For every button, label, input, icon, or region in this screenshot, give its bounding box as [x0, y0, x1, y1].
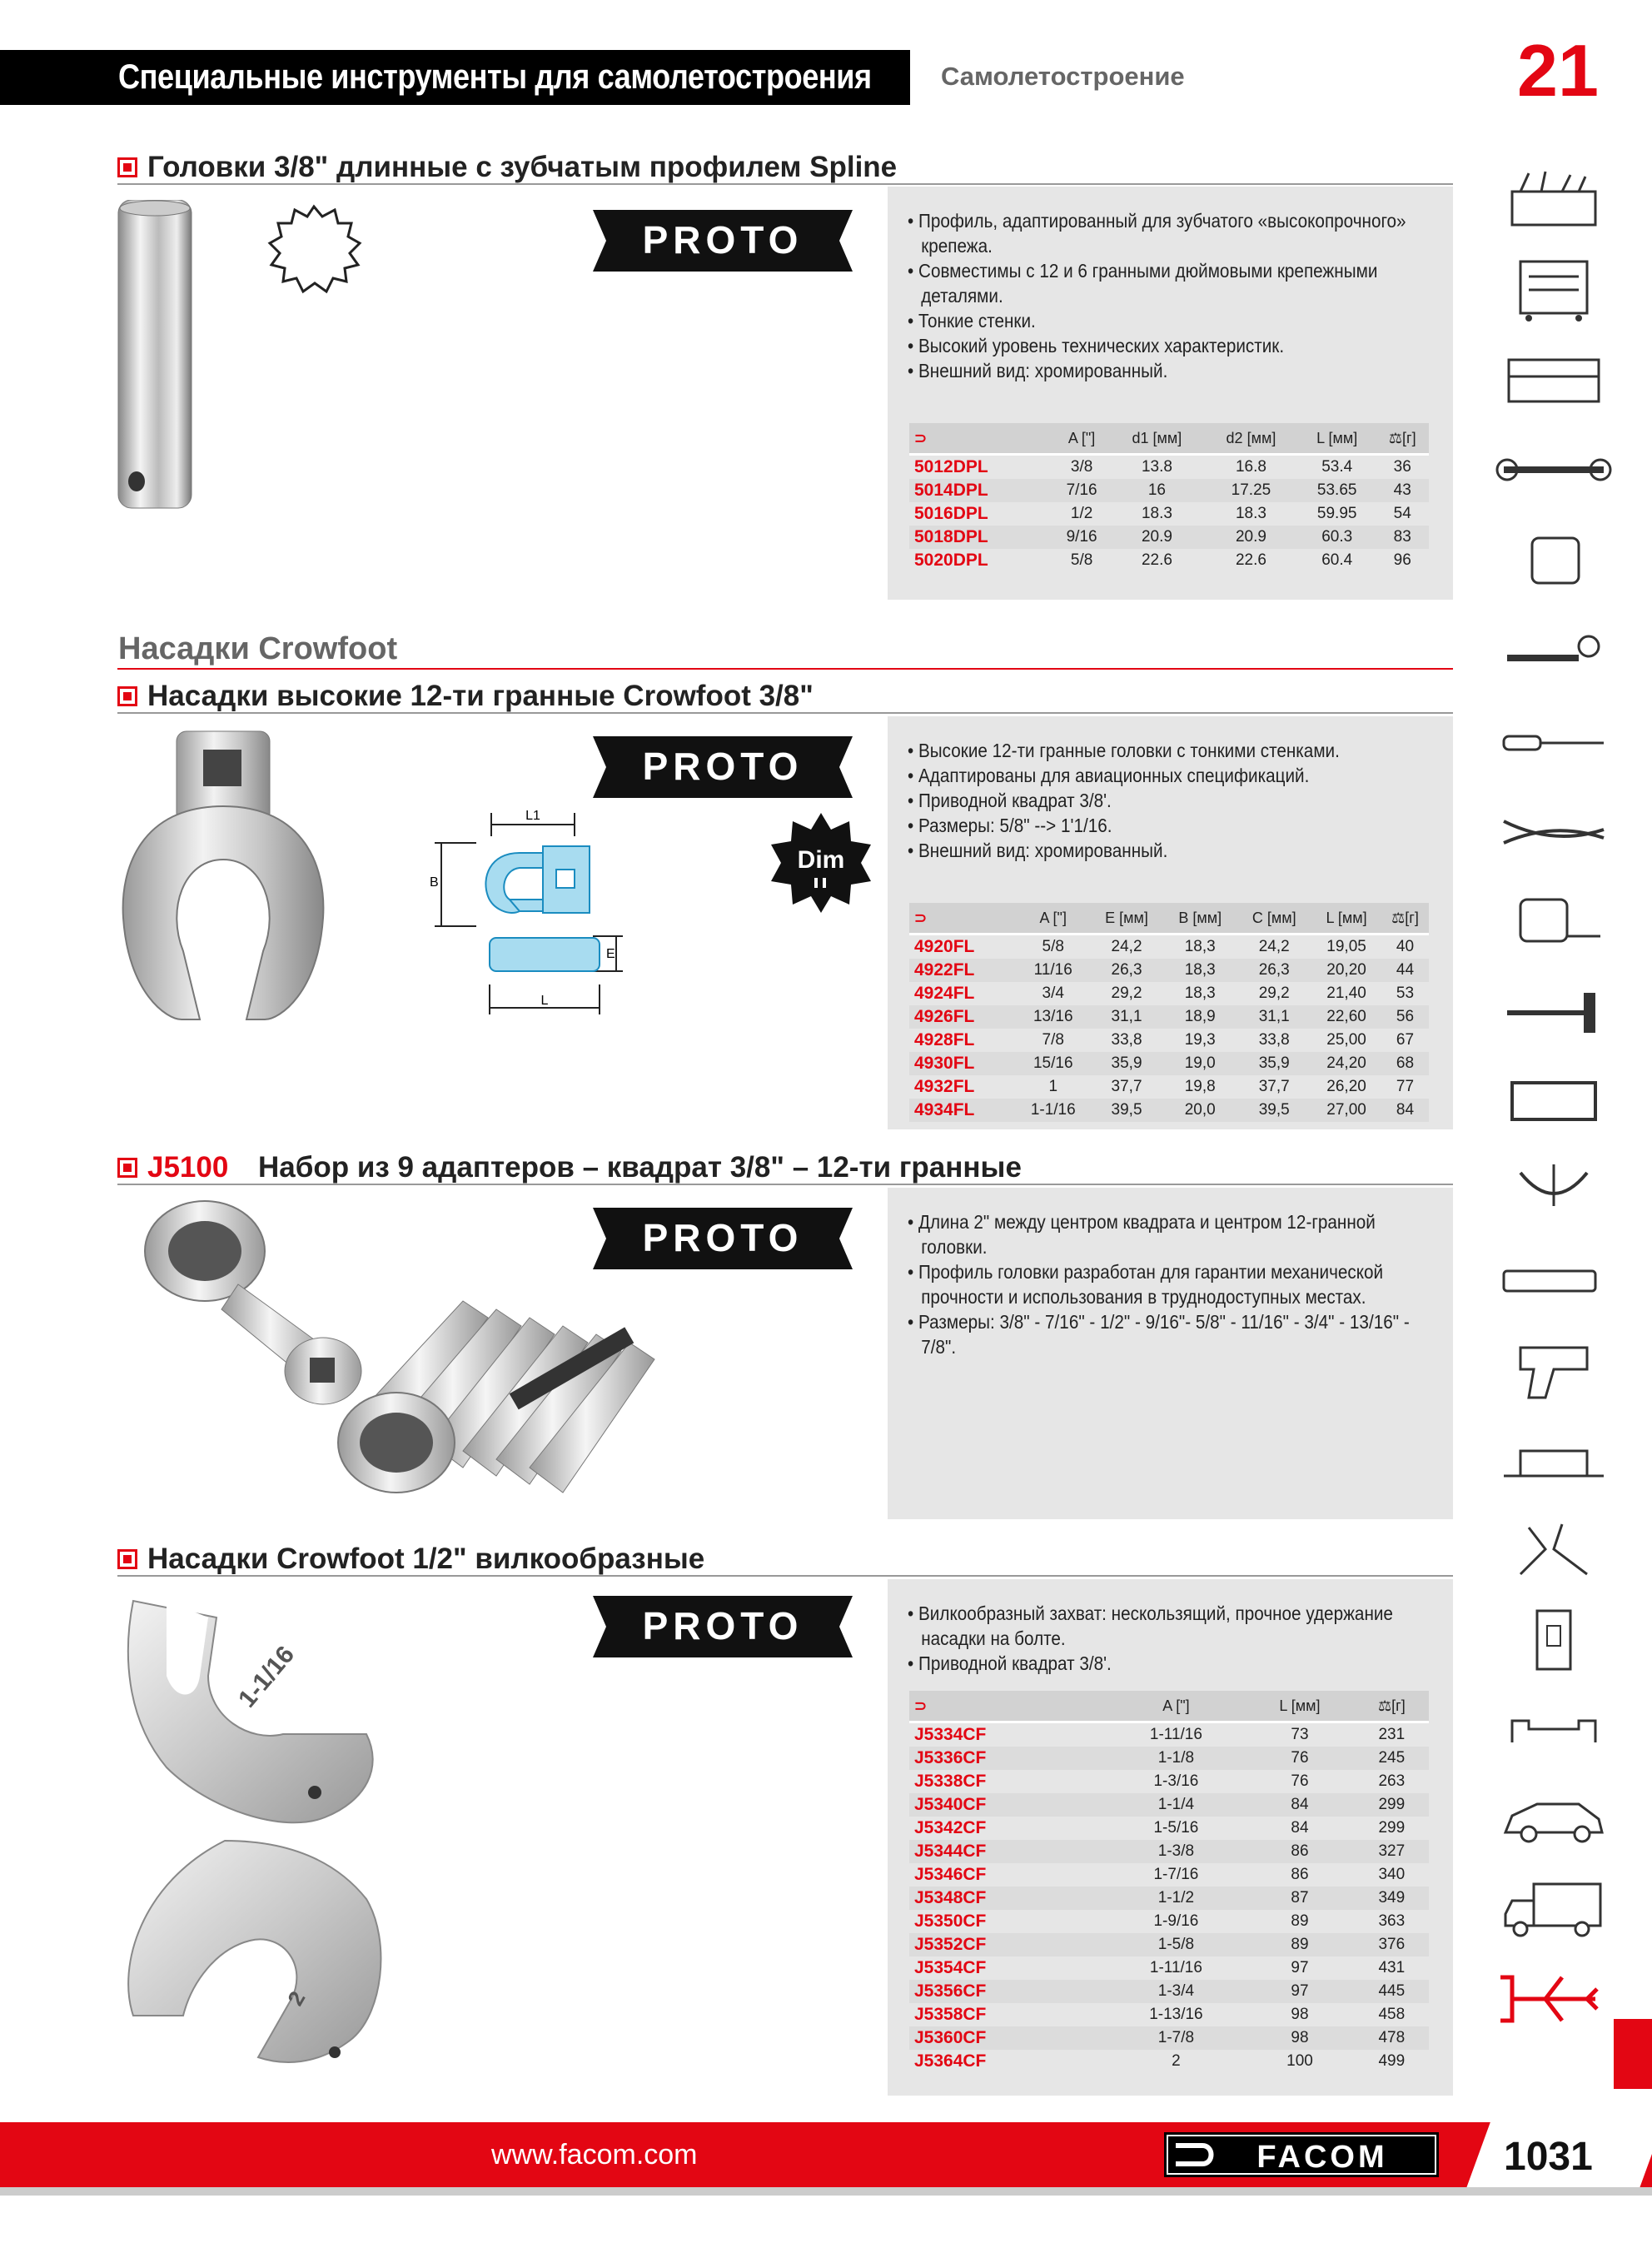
- bullet-item: • Тонкие стенки.: [908, 310, 1036, 331]
- bullet-item: • Приводной квадрат 3/8'.: [908, 1652, 1112, 1674]
- proto-logo: [593, 1596, 853, 1657]
- table-cell: 84: [1291, 1819, 1309, 1837]
- screwdriver-icon[interactable]: [1495, 706, 1612, 773]
- product-reference: J5364CF: [914, 2051, 987, 2071]
- table-cell: 1-7/8: [1107, 2026, 1246, 2050]
- table-cell: 20.9: [1204, 526, 1298, 549]
- crowfoot-half-bullets: [908, 1601, 1425, 1676]
- bullet-item: • Размеры: 5/8" --> 1'1/16.: [908, 815, 1112, 836]
- table-row: [909, 935, 1429, 960]
- table-cell: 56: [1381, 1005, 1429, 1029]
- safety-icon[interactable]: [1495, 1516, 1612, 1583]
- spline-socket-photo: [113, 200, 197, 513]
- table-cell: 67: [1396, 1031, 1415, 1049]
- table-cell: 87: [1245, 1887, 1354, 1910]
- table-cell: 26,3: [1090, 959, 1163, 982]
- active-category-marker: [1614, 2019, 1652, 2089]
- product-reference: 5020DPL: [914, 551, 988, 570]
- section-title-spline: Головки 3/8" длинные с зубчатым профилем Spline: [147, 151, 898, 183]
- table-cell: 1-3/16: [1153, 1772, 1199, 1790]
- table-cell: 18,3: [1184, 984, 1216, 1002]
- tool-chest-icon[interactable]: [1495, 346, 1612, 413]
- table-row: [909, 1099, 1429, 1122]
- bullet-item: • Вилкообразный захват: нескользящий, прочное удержание насадки на болте.: [908, 1602, 1393, 1649]
- bullet-item: • Высокие 12-ти гранные головки с тонкими стенками.: [908, 740, 1340, 761]
- product-reference: 4924FL: [914, 984, 975, 1003]
- product-reference: J5336CF: [909, 1747, 1107, 1770]
- table-row: [909, 1910, 1429, 1933]
- table-cell: 445: [1355, 1980, 1429, 2003]
- table-cell: 18,3: [1163, 959, 1237, 982]
- table-row: [909, 1747, 1429, 1770]
- bullet-item: • Внешний вид: хромированный.: [908, 360, 1168, 381]
- product-reference: J5334CF: [914, 1725, 987, 1744]
- bullet-item: • Профиль, адаптированный для зубчатого «высокопрочного» крепежа.: [908, 210, 1406, 257]
- weight-header: ⚖[г]: [1376, 423, 1429, 455]
- table-cell: 35,9: [1237, 1052, 1311, 1075]
- table-cell: 25,00: [1326, 1031, 1366, 1049]
- table-cell: 84: [1381, 1099, 1429, 1122]
- section-divider: [117, 1184, 1453, 1185]
- section-title-j5100: Набор из 9 адаптеров – квадрат 3/8" – 12-ти гранные: [258, 1151, 1022, 1184]
- table-cell: 1-1/16: [1017, 1099, 1090, 1122]
- table-cell: 53.65: [1298, 479, 1376, 502]
- vise-icon[interactable]: [1495, 1426, 1612, 1493]
- column-header: L [мм]: [1245, 1691, 1354, 1722]
- product-reference: J5340CF: [909, 1793, 1107, 1817]
- chapter-number: 21: [1517, 29, 1599, 112]
- table-cell: 76: [1291, 1772, 1309, 1790]
- table-cell: 83: [1376, 526, 1429, 549]
- svg-text:PROTO: PROTO: [642, 1216, 804, 1259]
- table-cell: 60.3: [1298, 526, 1376, 549]
- product-reference: 4932FL: [914, 1077, 975, 1096]
- table-cell: 18.3: [1235, 505, 1266, 522]
- table-cell: 73: [1291, 1726, 1309, 1743]
- table-cell: 3/8: [1070, 458, 1093, 476]
- table-cell: 15/16: [1017, 1052, 1090, 1075]
- product-reference: J5346CF: [914, 1865, 987, 1884]
- table-row: [909, 1770, 1429, 1793]
- bullet-item: • Высокий уровень технических характеристик.: [908, 335, 1285, 356]
- table-row: [909, 1052, 1429, 1075]
- table-cell: 19,8: [1184, 1078, 1216, 1095]
- table-cell: 5/8: [1042, 938, 1064, 955]
- product-reference: 4934FL: [909, 1099, 1017, 1122]
- column-header: L [мм]: [1311, 903, 1381, 935]
- diagram-label-e: E: [606, 947, 615, 961]
- table-cell: 327: [1355, 1840, 1429, 1863]
- truck-icon[interactable]: [1495, 1876, 1612, 1942]
- table-cell: 2: [1172, 2052, 1181, 2070]
- table-cell: 26,20: [1326, 1078, 1366, 1095]
- table-cell: 1-7/16: [1153, 1866, 1199, 1883]
- product-reference: J5344CF: [909, 1840, 1107, 1863]
- product-reference: 5018DPL: [909, 526, 1053, 549]
- table-cell: 363: [1378, 1912, 1406, 1930]
- table-row: [909, 1980, 1429, 2003]
- table-cell: 5/8: [1070, 551, 1093, 569]
- table-cell: 89: [1245, 1933, 1354, 1956]
- table-cell: 349: [1355, 1887, 1429, 1910]
- reference-icon: ⊃: [909, 423, 1053, 455]
- table-cell: 44: [1381, 959, 1429, 982]
- table-cell: 37,7: [1111, 1078, 1142, 1095]
- table-cell: 19,05: [1326, 938, 1366, 955]
- table-cell: 22,60: [1311, 1005, 1381, 1029]
- pliers-icon[interactable]: [1495, 796, 1612, 863]
- table-cell: 29,2: [1111, 984, 1142, 1002]
- bullet-item: • Совместимы с 12 и 6 гранными дюймовыми крепежными деталями.: [908, 260, 1378, 307]
- diagram-label-b: B: [430, 875, 439, 890]
- product-reference: J5358CF: [914, 2005, 987, 2024]
- table-cell: 1-3/8: [1107, 1840, 1246, 1863]
- cable-icon[interactable]: [1495, 1696, 1612, 1762]
- table-cell: 1-5/16: [1153, 1819, 1199, 1837]
- toolbox-icon[interactable]: [1495, 167, 1612, 233]
- table-cell: 31,1: [1237, 1005, 1311, 1029]
- table-cell: 26,3: [1237, 959, 1311, 982]
- footer-underline: [0, 2187, 1652, 2196]
- spline-spec-table: [909, 423, 1429, 572]
- table-cell: 19,3: [1184, 1031, 1216, 1049]
- table-cell: 24,20: [1311, 1052, 1381, 1075]
- table-cell: 1-11/16: [1149, 1726, 1202, 1743]
- table-cell: 86: [1245, 1840, 1354, 1863]
- bullet-item: • Размеры: 3/8" - 7/16" - 1/2" - 9/16"- 5/8" - 11/16" - 3/4" - 13/16" - 7/8".: [908, 1311, 1410, 1358]
- section-name: Самолетостроение: [941, 62, 1185, 91]
- table-cell: 263: [1378, 1772, 1406, 1790]
- table-row: [909, 1933, 1429, 1956]
- table-row: [909, 455, 1429, 480]
- airplane-icon[interactable]: [1495, 1966, 1612, 2032]
- table-cell: 20.9: [1110, 526, 1204, 549]
- tape-measure-icon[interactable]: [1495, 886, 1612, 953]
- table-cell: 76: [1245, 1747, 1354, 1770]
- table-row: [909, 1029, 1429, 1052]
- table-cell: 35,9: [1090, 1052, 1163, 1075]
- reference-icon: ⊃: [909, 1691, 1107, 1722]
- product-reference: J5338CF: [914, 1772, 987, 1791]
- table-row: [909, 1005, 1429, 1029]
- table-cell: 18.3: [1141, 505, 1172, 522]
- svg-text:PROTO: PROTO: [642, 218, 804, 262]
- scale-icon: ⚖: [1391, 909, 1406, 926]
- table-row: [909, 1956, 1429, 1980]
- section-title-crowfoot-half: Насадки Crowfoot 1/2" вилкообразные: [147, 1543, 705, 1575]
- bullet-item: • Адаптированы для авиационных спецификаций.: [908, 765, 1310, 786]
- section-bullet-icon: [117, 157, 137, 177]
- diagram-label-l: L: [540, 994, 549, 1008]
- svg-text:FACOM: FACOM: [1256, 2140, 1388, 2175]
- table-cell: 27,00: [1311, 1099, 1381, 1122]
- scale-icon: ⚖: [1388, 429, 1402, 446]
- product-reference: J5356CF: [909, 1980, 1107, 2003]
- svg-text:2: 2: [282, 1986, 311, 2010]
- table-cell: 43: [1376, 479, 1429, 502]
- section-divider: [117, 712, 1453, 714]
- table-cell: 1-11/16: [1149, 1959, 1202, 1976]
- j5100-bullets: [908, 1209, 1425, 1359]
- section-divider: [117, 1575, 1453, 1577]
- column-header: d1 [мм]: [1110, 423, 1204, 455]
- table-cell: 97: [1291, 1959, 1309, 1976]
- crowfoot-high-bullets: [908, 738, 1425, 863]
- table-cell: 19,0: [1163, 1052, 1237, 1075]
- hammer-icon[interactable]: [1495, 976, 1612, 1043]
- svg-text:Dim: Dim: [797, 846, 845, 874]
- table-cell: 499: [1378, 2052, 1406, 2070]
- crowfoot-dimension-diagram: [426, 800, 626, 1016]
- table-cell: 231: [1378, 1726, 1406, 1743]
- socket-icon[interactable]: [1495, 526, 1612, 593]
- spline-bullets: [908, 208, 1425, 383]
- proto-logo: [593, 736, 853, 798]
- column-header: d2 [мм]: [1204, 423, 1298, 455]
- crowfoot-half-spec-table: [909, 1691, 1429, 2073]
- table-cell: 299: [1355, 1793, 1429, 1817]
- table-row: [909, 1817, 1429, 1840]
- product-reference: J5354CF: [914, 1958, 987, 1977]
- table-cell: 1-1/2: [1107, 1887, 1246, 1910]
- table-cell: 77: [1396, 1078, 1415, 1095]
- dim-badge-icon: [769, 811, 873, 915]
- table-cell: 98: [1245, 2026, 1354, 2050]
- hacksaw-icon[interactable]: [1495, 1066, 1612, 1133]
- weight-header: ⚖[г]: [1381, 903, 1429, 935]
- table-row: [909, 526, 1429, 549]
- product-reference: 4920FL: [914, 937, 975, 956]
- table-cell: 13.8: [1141, 458, 1172, 476]
- table-row: [909, 2003, 1429, 2026]
- bullet-item: • Длина 2" между центром квадрата и центром 12-гранной головки.: [908, 1211, 1376, 1258]
- diagram-label-l1: L1: [525, 809, 540, 823]
- table-row: [909, 1075, 1429, 1099]
- table-cell: 100: [1286, 2052, 1313, 2070]
- table-cell: 458: [1378, 2006, 1406, 2023]
- bullet-item: • Приводной квадрат 3/8'.: [908, 790, 1112, 811]
- section-bullet-icon: [117, 1158, 137, 1178]
- table-cell: 53: [1396, 984, 1415, 1002]
- product-reference: 4922FL: [909, 959, 1017, 982]
- table-cell: 54: [1393, 505, 1411, 522]
- proto-logo: [593, 1208, 853, 1269]
- crowfoot-high-photo: [117, 726, 333, 1026]
- product-reference: J5342CF: [914, 1818, 987, 1837]
- table-cell: 245: [1355, 1747, 1429, 1770]
- table-cell: 1: [1048, 1078, 1058, 1095]
- column-header: A ["]: [1053, 423, 1110, 455]
- table-cell: 376: [1355, 1933, 1429, 1956]
- car-icon[interactable]: [1495, 1786, 1612, 1852]
- product-reference: J5348CF: [909, 1887, 1107, 1910]
- table-cell: 89: [1291, 1912, 1309, 1930]
- table-cell: 7/16: [1053, 479, 1110, 502]
- table-cell: 33,8: [1111, 1031, 1142, 1049]
- table-cell: 18,3: [1184, 938, 1216, 955]
- table-row: [909, 1887, 1429, 1910]
- table-cell: 22.6: [1141, 551, 1172, 569]
- table-row: [909, 549, 1429, 572]
- table-cell: 36: [1393, 458, 1411, 476]
- table-cell: 431: [1378, 1959, 1406, 1976]
- page-number: 1031: [1504, 2135, 1593, 2179]
- table-cell: 68: [1381, 1052, 1429, 1075]
- table-row: [909, 2026, 1429, 2050]
- table-cell: 59.95: [1316, 505, 1357, 522]
- table-cell: 24,2: [1258, 938, 1290, 955]
- product-reference: 5016DPL: [914, 504, 988, 523]
- table-cell: 9/16: [1053, 526, 1110, 549]
- table-row: [909, 959, 1429, 982]
- impact-wrench-icon[interactable]: [1495, 1336, 1612, 1403]
- column-header: A ["]: [1017, 903, 1090, 935]
- section-bullet-icon: [117, 686, 137, 706]
- ratchet-icon[interactable]: [1495, 616, 1612, 683]
- table-cell: 13/16: [1017, 1005, 1090, 1029]
- table-cell: 1-5/8: [1107, 1933, 1246, 1956]
- table-cell: 20,20: [1311, 959, 1381, 982]
- crowfoot-half-photo-1: [117, 1584, 391, 1834]
- electrical-icon[interactable]: [1495, 1606, 1612, 1672]
- table-cell: 3/4: [1042, 984, 1064, 1002]
- group-divider: [117, 668, 1453, 670]
- svg-text:1-1/16: 1-1/16: [233, 1641, 301, 1713]
- table-cell: 20,0: [1163, 1099, 1237, 1122]
- table-row: [909, 1840, 1429, 1863]
- table-cell: 40: [1396, 938, 1415, 955]
- puller-icon[interactable]: [1495, 1156, 1612, 1223]
- tool-trolley-icon[interactable]: [1495, 257, 1612, 323]
- column-header: C [мм]: [1237, 903, 1311, 935]
- table-cell: 84: [1245, 1793, 1354, 1817]
- table-cell: 98: [1291, 2006, 1309, 2023]
- table-row: [909, 1793, 1429, 1817]
- bullet-item: • Профиль головки разработан для гарантии механической прочности и использования в труднодоступных местах.: [908, 1261, 1384, 1308]
- tester-icon[interactable]: [1495, 1246, 1612, 1313]
- table-cell: 21,40: [1326, 984, 1366, 1002]
- scale-icon: ⚖: [1377, 1697, 1392, 1714]
- table-cell: 299: [1378, 1819, 1406, 1837]
- section-bullet-icon: [117, 1549, 137, 1569]
- column-header: B [мм]: [1163, 903, 1237, 935]
- spline-profile-icon: [260, 200, 368, 300]
- product-reference: 5014DPL: [909, 479, 1053, 502]
- table-cell: 31,1: [1090, 1005, 1163, 1029]
- footer-url[interactable]: www.facom.com: [491, 2139, 698, 2171]
- table-row: [909, 982, 1429, 1005]
- table-cell: 17.25: [1204, 479, 1298, 502]
- column-header: E [мм]: [1090, 903, 1163, 935]
- table-row: [909, 1722, 1429, 1747]
- set-reference: J5100: [147, 1151, 229, 1184]
- table-cell: 29,2: [1258, 984, 1290, 1002]
- section-title-crowfoot-high: Насадки высокие 12-ти гранные Crowfoot 3/8": [147, 680, 814, 712]
- table-cell: 1-1/4: [1107, 1793, 1246, 1817]
- wrench-icon[interactable]: [1495, 436, 1612, 503]
- table-cell: 340: [1378, 1866, 1406, 1883]
- table-cell: 1-9/16: [1153, 1912, 1199, 1930]
- bullet-item: • Внешний вид: хромированный.: [908, 840, 1168, 861]
- svg-text:PROTO: PROTO: [642, 745, 804, 788]
- page-title: Специальные инструменты для самолетостроения: [118, 57, 872, 96]
- table-cell: 39,5: [1237, 1099, 1311, 1122]
- section-divider: [117, 183, 1453, 185]
- table-cell: 53.4: [1321, 458, 1353, 476]
- crowfoot-half-photo-2: [117, 1832, 391, 2074]
- table-row: [909, 502, 1429, 526]
- svg-text:PROTO: PROTO: [642, 1604, 804, 1647]
- table-row: [909, 2050, 1429, 2073]
- group-title: Насадки Crowfoot: [118, 631, 398, 666]
- facom-logo: [1164, 2131, 1447, 2179]
- table-cell: 24,2: [1111, 938, 1142, 955]
- table-cell: 7/8: [1042, 1031, 1064, 1049]
- table-cell: 16: [1110, 479, 1204, 502]
- product-reference: J5350CF: [914, 1912, 987, 1931]
- table-cell: 1/2: [1070, 505, 1093, 522]
- table-row: [909, 1863, 1429, 1887]
- product-reference: 4926FL: [909, 1005, 1017, 1029]
- table-cell: 60.4: [1321, 551, 1353, 569]
- table-cell: 1-1/8: [1107, 1747, 1246, 1770]
- table-cell: 1-3/4: [1107, 1980, 1246, 2003]
- product-reference: 4930FL: [909, 1052, 1017, 1075]
- table-cell: 97: [1245, 1980, 1354, 2003]
- table-cell: 18,9: [1163, 1005, 1237, 1029]
- table-cell: 33,8: [1258, 1031, 1290, 1049]
- column-header: L [мм]: [1298, 423, 1376, 455]
- proto-logo: [593, 210, 853, 272]
- table-cell: 39,5: [1090, 1099, 1163, 1122]
- table-row: [909, 479, 1429, 502]
- product-reference: 4928FL: [914, 1030, 975, 1049]
- table-cell: 37,7: [1258, 1078, 1290, 1095]
- product-reference: J5360CF: [909, 2026, 1107, 2050]
- weight-header: ⚖[г]: [1355, 1691, 1429, 1722]
- product-reference: 5012DPL: [914, 457, 988, 476]
- table-cell: 11/16: [1017, 959, 1090, 982]
- table-cell: 1-13/16: [1149, 2006, 1203, 2023]
- table-cell: 22.6: [1235, 551, 1266, 569]
- reference-icon: ⊃: [909, 903, 1017, 935]
- table-cell: 86: [1291, 1866, 1309, 1883]
- column-header: A ["]: [1107, 1691, 1246, 1722]
- product-reference: J5352CF: [909, 1933, 1107, 1956]
- table-cell: 16.8: [1235, 458, 1266, 476]
- table-cell: 478: [1355, 2026, 1429, 2050]
- table-cell: 96: [1393, 551, 1411, 569]
- crowfoot-high-spec-table: [909, 903, 1429, 1122]
